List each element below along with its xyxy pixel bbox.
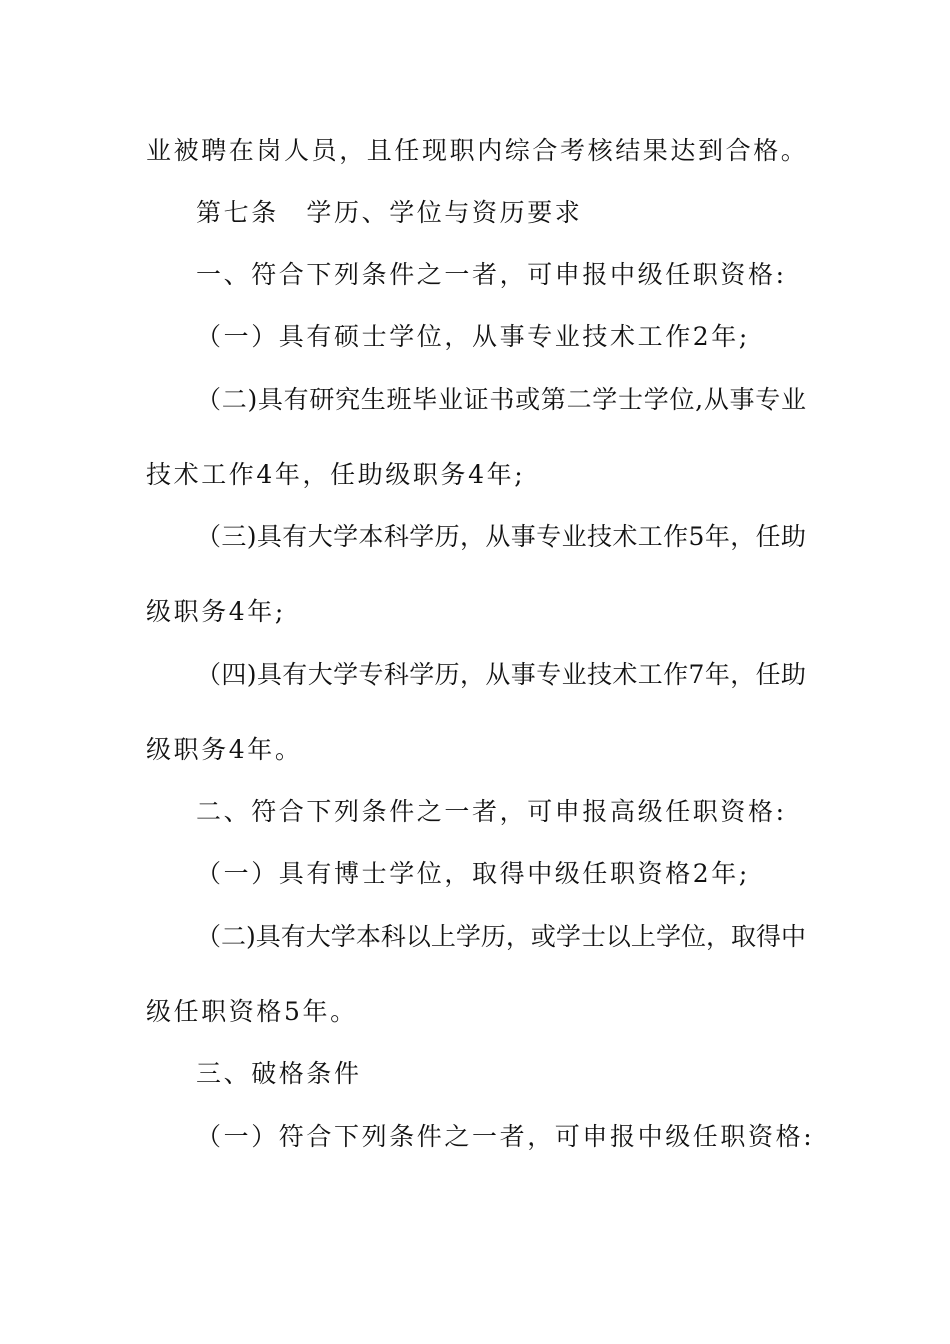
section-two-item-2-cont: 级任职资格5年。 [146,997,358,1026]
section-one-item-3-cont: 级职务4年; [146,597,286,626]
section-two-item-1: （一）具有博士学位，取得中级任职资格2年; [196,859,750,888]
section-one-item-4-cont: 级职务4年。 [146,735,303,764]
section-one-item-2: （二)具有研究生班毕业证书或第二学士学位,从事专业 [196,385,806,414]
section-two-item-2: （二)具有大学本科以上学历，或学士以上学位，取得中 [196,922,806,951]
section-three-item-1: （一）符合下列条件之一者，可申报中级任职资格: [196,1122,815,1151]
section-two-heading: 二、符合下列条件之一者，可申报高级任职资格: [196,797,787,826]
section-one-item-4: （四)具有大学专科学历，从事专业技术工作7年，任助 [196,660,806,689]
section-one-heading: 一、符合下列条件之一者，可申报中级任职资格: [196,260,787,289]
paragraph-continuation: 业被聘在岗人员，且任现职内综合考核结果达到合格。 [146,136,809,165]
section-three-heading: 三、破格条件 [196,1059,362,1088]
section-one-item-1: （一）具有硕士学位，从事专业技术工作2年; [196,322,750,351]
article-seven-heading: 第七条 学历、学位与资历要求 [196,198,583,227]
section-one-item-3: （三)具有大学本科学历，从事专业技术工作5年，任助 [196,522,806,551]
section-one-item-2-cont: 技术工作4年，任助级职务4年; [146,460,526,489]
